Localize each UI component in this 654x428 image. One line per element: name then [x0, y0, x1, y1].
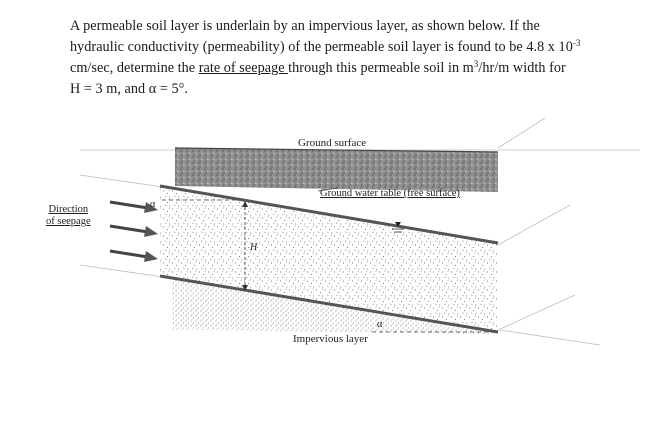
impervious-layer-label: Impervious layer: [293, 333, 368, 345]
problem-line-3-prefix: cm/sec, determine the: [70, 60, 199, 76]
problem-line-3-suffix: through this permeable soil in m: [288, 60, 474, 76]
ref-line-bottom: [500, 330, 600, 345]
seepage-arrows: [110, 202, 158, 262]
ref-line-left-2: [80, 265, 170, 278]
direction-of-seepage-label: [46, 204, 91, 228]
problem-line-1: A permeable soil layer is underlain by an impervious layer, as shown below. If the: [70, 18, 540, 34]
ground-surface-label: Ground surface: [298, 137, 367, 149]
problem-line-4: H = 3 m, and α = 5°.: [70, 81, 188, 97]
ground-surface-block: [175, 148, 498, 192]
direction-label-line-1: Direction: [48, 204, 89, 215]
alpha-right-label: α: [377, 319, 383, 330]
direction-label-line-2: of seepage: [46, 216, 91, 227]
water-table-label: Ground water table (free surface): [320, 188, 460, 199]
problem-line-3-end: /hr/m width for: [478, 60, 566, 76]
problem-line-2-text: hydraulic conductivity (permeability) of the permeable soil layer is found to be 4.8 x 10: [70, 39, 573, 55]
seepage-arrow-icon: [110, 251, 158, 262]
unit-exponent-3: 3: [473, 59, 479, 69]
ref-line-right-1: [498, 205, 570, 245]
ref-line-right-top: [498, 118, 545, 148]
rate-of-seepage-underlined: rate of seepage: [198, 60, 289, 76]
exponent-minus-3: -3: [572, 38, 581, 48]
alpha-left-label: α: [150, 199, 156, 210]
h-label: H: [250, 242, 258, 253]
ref-line-left-1: [80, 175, 170, 188]
ref-line-right-2: [498, 295, 575, 330]
seepage-arrow-icon: [110, 226, 158, 237]
